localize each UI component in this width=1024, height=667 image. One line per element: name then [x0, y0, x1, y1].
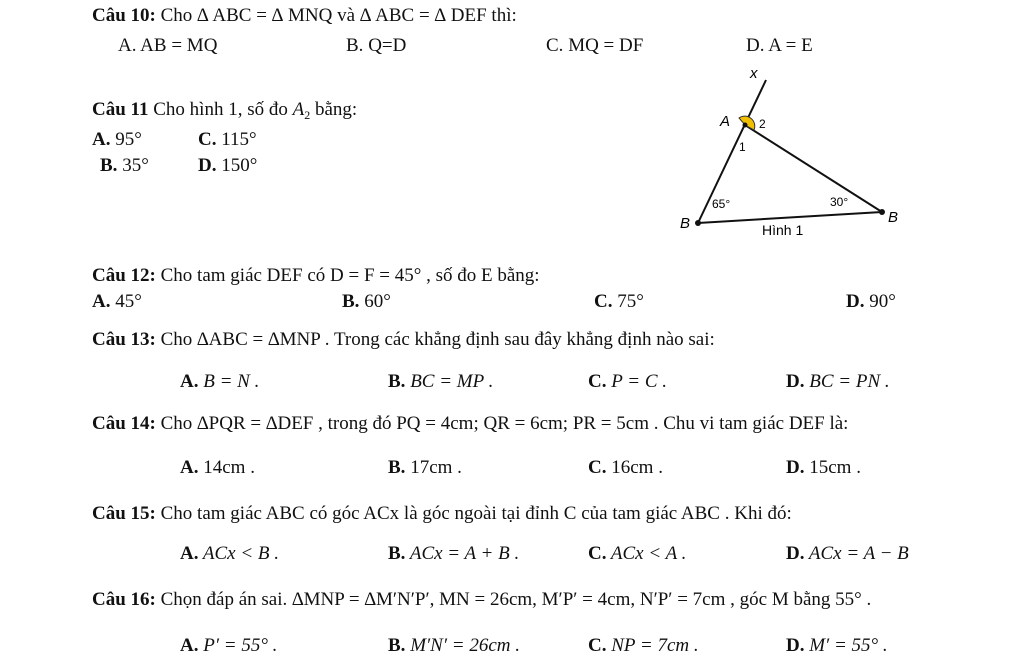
q15-option-d-text: ACx = A − B	[804, 543, 909, 564]
q13-option-d-text: BC = PN .	[804, 371, 890, 392]
question-11-angle-sub: 2	[304, 108, 311, 122]
q16-option-a-label: A.	[180, 635, 199, 656]
q10-option-c-label: C.	[546, 35, 564, 56]
q10-option-c	[546, 34, 643, 58]
q16-option-d	[786, 634, 888, 658]
question-12	[92, 264, 540, 288]
q16-option-c	[588, 634, 699, 658]
q13-option-a	[180, 370, 259, 394]
question-13-label: Câu 13:	[92, 329, 156, 350]
q11-option-c	[198, 128, 257, 152]
q11-option-a-text: 95°	[110, 129, 142, 150]
q10-option-d	[746, 34, 813, 58]
q15-option-a	[180, 542, 279, 566]
q16-option-b-text: M′N′ = 26cm .	[405, 635, 520, 656]
q11-option-b-text: 35°	[117, 155, 149, 176]
q14-option-d-label: D.	[786, 457, 805, 478]
q13-option-c-label: C.	[588, 371, 607, 392]
q13-option-d-label: D.	[786, 371, 805, 392]
question-11-label: Câu 11	[92, 99, 149, 120]
q13-option-d	[786, 370, 890, 394]
q11-option-b	[100, 154, 149, 178]
point-b-left	[695, 220, 701, 226]
q14-option-a-text: 14cm .	[198, 457, 255, 478]
q11-option-c-text: 115°	[216, 129, 257, 150]
q16-option-c-text: NP = 7cm .	[606, 635, 699, 656]
q12-option-d-text: 90°	[864, 291, 896, 312]
ray-bx	[698, 80, 766, 223]
question-12-text: Cho tam giác DEF có D = F = 45° , số đo E bằng:	[155, 265, 540, 286]
question-14-text: Cho ∆PQR = ∆DEF , trong đó PQ = 4cm; QR = 6cm; PR = 5cm . Chu vi tam giác DEF là:	[155, 413, 849, 434]
q16-option-a	[180, 634, 277, 658]
question-10-text: Cho ∆ ABC = ∆ MNQ và ∆ ABC = ∆ DEF thì:	[155, 5, 517, 26]
question-14-label: Câu 14:	[92, 413, 156, 434]
q10-option-a-text: AB = MQ	[136, 35, 218, 56]
q14-option-c-text: 16cm .	[606, 457, 663, 478]
point-a	[743, 123, 748, 128]
q14-option-a-label: A.	[180, 457, 199, 478]
q10-option-b-text: Q=D	[368, 35, 407, 56]
q11-option-b-label: B.	[100, 155, 118, 176]
q12-option-c-label: C.	[594, 291, 613, 312]
question-12-label: Câu 12:	[92, 265, 156, 286]
q12-option-b	[342, 290, 391, 314]
q15-option-c-label: C.	[588, 543, 607, 564]
q14-option-b-label: B.	[388, 457, 406, 478]
q15-option-b-text: ACx = A + B .	[405, 543, 520, 564]
question-10-label: Câu 10:	[92, 5, 156, 26]
q14-option-b-text: 17cm .	[405, 457, 462, 478]
q10-option-d-label: D.	[746, 35, 765, 56]
q16-option-d-text: M′ = 55° .	[804, 635, 888, 656]
q11-option-a	[92, 128, 142, 152]
label-65: 65°	[712, 197, 731, 211]
triangle-figure	[670, 60, 920, 250]
q10-option-a	[118, 34, 217, 58]
q12-option-d-label: D.	[846, 291, 865, 312]
point-b-right	[879, 209, 885, 215]
q12-option-b-text: 60°	[359, 291, 391, 312]
q13-option-b-label: B.	[388, 371, 406, 392]
q12-option-d	[846, 290, 896, 314]
question-15	[92, 502, 792, 526]
q12-option-c	[594, 290, 644, 314]
q13-option-c-text: P = C .	[606, 371, 667, 392]
q16-option-a-text: P′ = 55° .	[198, 635, 278, 656]
q11-option-d-text: 150°	[216, 155, 258, 176]
question-13	[92, 328, 715, 352]
q14-option-c	[588, 456, 663, 480]
label-b-right: B	[888, 209, 899, 226]
angle-2-arc	[739, 116, 755, 130]
q13-option-b	[388, 370, 493, 394]
label-30: 30°	[830, 195, 849, 209]
q10-option-c-text: MQ = DF	[563, 35, 644, 56]
q16-option-b	[388, 634, 520, 658]
q11-option-d-label: D.	[198, 155, 217, 176]
q12-option-c-text: 75°	[612, 291, 644, 312]
figure-caption: Hình 1	[762, 222, 804, 238]
question-11	[92, 98, 357, 127]
q12-option-b-label: B.	[342, 291, 360, 312]
segment-ab	[745, 125, 882, 212]
question-11-text-post: bằng:	[310, 99, 358, 120]
q14-option-a	[180, 456, 255, 480]
q16-option-c-label: C.	[588, 635, 607, 656]
q15-option-b-label: B.	[388, 543, 406, 564]
question-16-label: Câu 16:	[92, 589, 156, 610]
q15-option-d	[786, 542, 909, 566]
q13-option-c	[588, 370, 667, 394]
q15-option-c	[588, 542, 686, 566]
q13-option-a-text: B = N .	[198, 371, 260, 392]
q16-option-b-label: B.	[388, 635, 406, 656]
label-a: A	[720, 113, 731, 130]
q15-option-b	[388, 542, 519, 566]
q11-option-d	[198, 154, 257, 178]
label-angle-2: 2	[759, 117, 766, 131]
q15-option-a-text: ACx < B .	[198, 543, 280, 564]
q10-option-a-label: A.	[118, 35, 137, 56]
question-16	[92, 588, 871, 612]
question-11-text-pre: Cho hình 1, số đo	[148, 99, 293, 120]
q15-option-c-text: ACx < A .	[606, 543, 687, 564]
label-b-left: B	[680, 215, 691, 232]
q11-option-a-label: A.	[92, 129, 111, 150]
q14-option-d	[786, 456, 861, 480]
q10-option-b-label: B.	[346, 35, 364, 56]
label-x: x	[750, 65, 758, 82]
question-11-angle: A	[292, 99, 305, 120]
q10-option-d-text: A = E	[768, 35, 813, 56]
question-15-text: Cho tam giác ABC có góc ACx là góc ngoài tại đỉnh C của tam giác ABC . Khi đó:	[155, 503, 792, 524]
q13-option-a-label: A.	[180, 371, 199, 392]
question-15-label: Câu 15:	[92, 503, 156, 524]
question-10	[92, 4, 517, 28]
label-angle-1: 1	[739, 140, 746, 154]
q12-option-a	[92, 290, 142, 314]
question-16-text: Chọn đáp án sai. ∆MNP = ∆M′N′P′, MN = 26cm, M′P′ = 4cm, N′P′ = 7cm , góc M bằng 55° .	[155, 589, 872, 610]
q11-option-c-label: C.	[198, 129, 217, 150]
q15-option-a-label: A.	[180, 543, 199, 564]
q14-option-b	[388, 456, 462, 480]
q13-option-b-text: BC = MP .	[405, 371, 494, 392]
q12-option-a-label: A.	[92, 291, 111, 312]
q14-option-d-text: 15cm .	[804, 457, 861, 478]
question-14	[92, 412, 848, 436]
question-13-text: Cho ∆ABC = ∆MNP . Trong các khẳng định sau đây khẳng định nào sai:	[155, 329, 715, 350]
q14-option-c-label: C.	[588, 457, 607, 478]
q12-option-a-text: 45°	[110, 291, 142, 312]
q15-option-d-label: D.	[786, 543, 805, 564]
q10-option-b	[346, 34, 406, 58]
q16-option-d-label: D.	[786, 635, 805, 656]
